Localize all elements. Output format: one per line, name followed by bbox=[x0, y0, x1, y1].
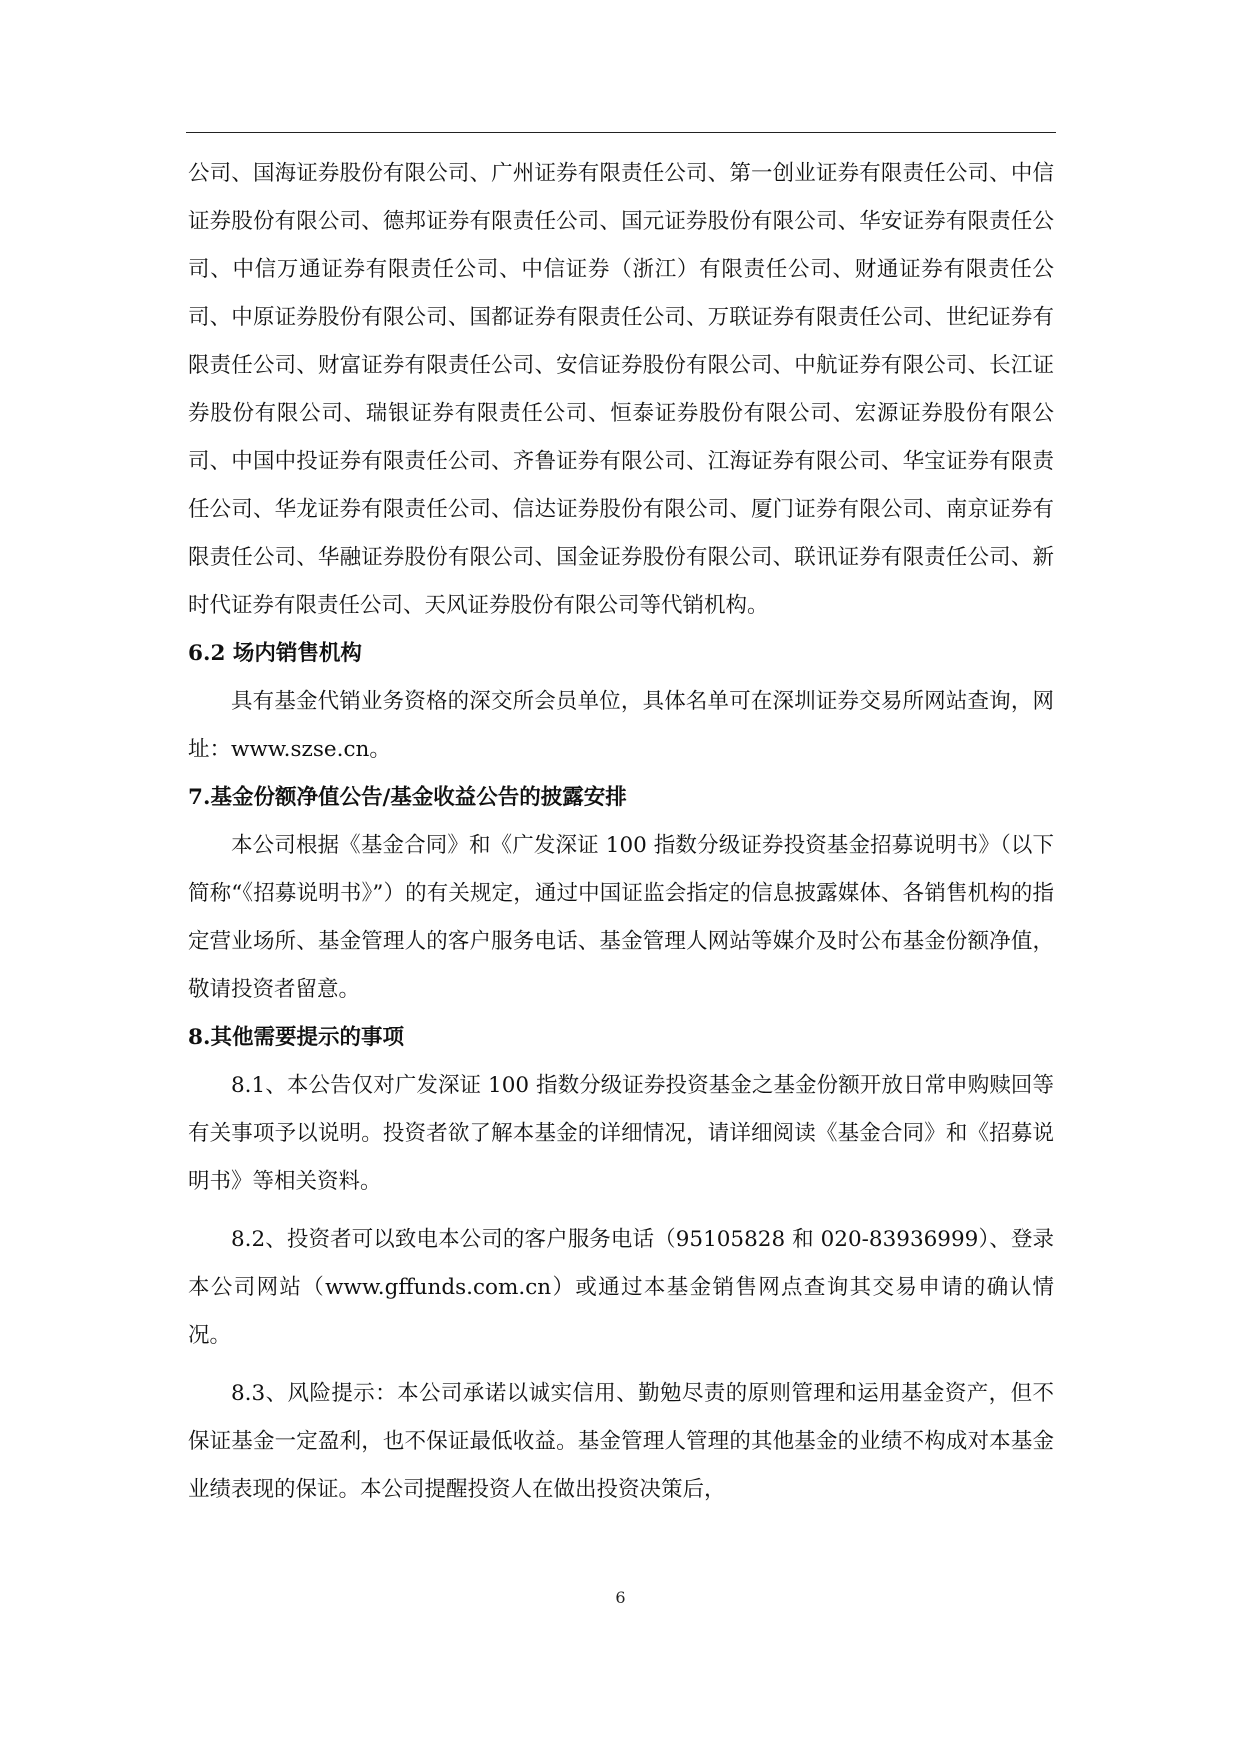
heading-8: 8.其他需要提示的事项 bbox=[188, 1025, 404, 1050]
heading-6-2: 6.2 场内销售机构 bbox=[188, 641, 362, 666]
page-number: 6 bbox=[615, 1588, 626, 1607]
paragraph-8-1: 8.1、本公告仅对广发深证 100 指数分级证券投资基金之基金份额开放日常申购赎回等有关事项予以说明。投资者欲了解本基金的详细情况，请详细阅读《基金合同》和《招募说明书》等相关资料。 bbox=[188, 1073, 1054, 1194]
paragraph-7: 本公司根据《基金合同》和《广发深证 100 指数分级证券投资基金招募说明书》（以下简称“《招募说明书》”）的有关规定，通过中国证监会指定的信息披露媒体、各销售机构的指定营业场所、基金管理人的客户服务电话、基金管理人网站等媒介及时公布基金份额净值，敬请投资者留意。 bbox=[188, 833, 1054, 1002]
document-body bbox=[188, 150, 1054, 1514]
header-rule bbox=[186, 132, 1056, 133]
paragraph-agents-list: 公司、国海证券股份有限公司、广州证券有限责任公司、第一创业证券有限责任公司、中信证券股份有限公司、德邦证券有限责任公司、国元证券股份有限公司、华安证券有限责任公司、中信万通证券有限责任公司、中信证券（浙江）有限责任公司、财通证券有限责任公司、中原证券股份有限公司、国都证券有限责任公司、万联证券有限责任公司、世纪证券有限责任公司、财富证券有限责任公司、安信证券股份有限公司、中航证券有限公司、长江证券股份有限公司、瑞银证券有限责任公司、恒泰证券股份有限公司、宏源证券股份有限公司、中国中投证券有限责任公司、齐鲁证券有限公司、江海证券有限公司、华宝证券有限责任公司、华龙证券有限责任公司、信达证券股份有限公司、厦门证券有限公司、南京证券有限责任公司、华融证券股份有限公司、国金证券股份有限公司、联讯证券有限责任公司、新时代证券有限责任公司、天风证券股份有限公司等代销机构。 bbox=[188, 161, 1054, 618]
heading-7: 7.基金份额净值公告/基金收益公告的披露安排 bbox=[188, 785, 627, 810]
paragraph-6-2: 具有基金代销业务资格的深交所会员单位，具体名单可在深圳证券交易所网站查询，网址：www.szse.cn。 bbox=[188, 689, 1054, 762]
paragraph-8-3: 8.3、风险提示：本公司承诺以诚实信用、勤勉尽责的原则管理和运用基金资产，但不保证基金一定盈利，也不保证最低收益。基金管理人管理的其他基金的业绩不构成对本基金业绩表现的保证。本公司提醒投资人在做出投资决策后， bbox=[188, 1381, 1054, 1502]
paragraph-8-2: 8.2、投资者可以致电本公司的客户服务电话（95105828 和 020-83936999）、登录本公司网站（www.gffunds.com.cn）或通过本基金销售网点查询其交易申请的确认情况。 bbox=[188, 1227, 1054, 1348]
